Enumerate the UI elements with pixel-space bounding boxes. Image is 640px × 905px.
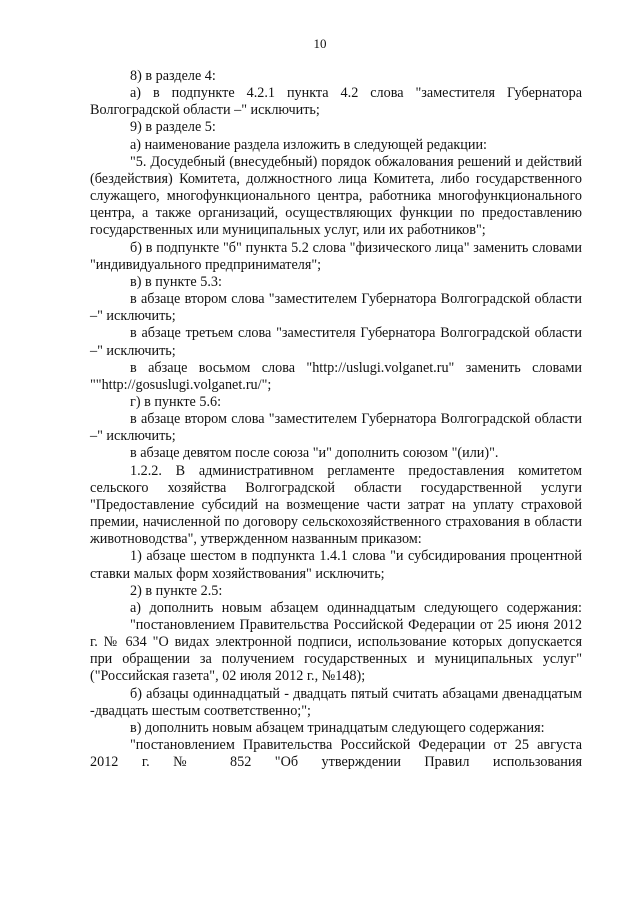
paragraph: в) дополнить новым абзацем тринадцатым следующего содержания: (130, 719, 545, 736)
paragraph: а) в подпункте 4.2.1 пункта 4.2 слова "заместителя Губернатора Волгоградской области –" исключить; (90, 85, 582, 119)
paragraph: а) наименование раздела изложить в следующей редакции: (130, 136, 487, 153)
paragraph: в) в пункте 5.3: (130, 273, 222, 290)
paragraph: 9) в разделе 5: (130, 119, 216, 136)
paragraph: "постановлением Правительства Российской Федерации от 25 июня 2012 г. № 634 "О видах электронной подписи, использование которых допускается при обращении за получением государственных и муниципальных услуг" ("Российская газета", 02 июля 2012 г., №148); (90, 617, 582, 685)
page-number: 10 (313, 36, 327, 51)
paragraph: б) в подпункте "б" пункта 5.2 слова "физического лица" заменить словами "индивидуального предпринимателя"; (90, 239, 582, 273)
paragraph: "постановлением Правительства Российской Федерации от 25 августа 2012 г. № 852 "Об утверждении Правил использования (90, 737, 582, 771)
paragraph: а) дополнить новым абзацем одиннадцатым следующего содержания: (130, 599, 582, 616)
paragraph: 1.2.2. В административном регламенте предоставления комитетом сельского хозяйства Волгоградской области государственной услуги "Предоставление субсидий на возмещение части затрат на уплату страховой премии, начисленной по договору сельскохозяйственного страхования в области животноводства", утвержденном названным приказом: (90, 462, 582, 548)
paragraph: в абзаце восьмом слова "http://uslugi.volganet.ru" заменить словами ""http://gosuslugi.volganet.ru/"; (90, 359, 582, 393)
paragraph: в абзаце втором слова "заместителем Губернатора Волгоградской области –" исключить; (90, 291, 582, 325)
paragraph: 2) в пункте 2.5: (130, 582, 223, 599)
document-body (90, 68, 582, 771)
paragraph: в абзаце втором слова "заместителем Губернатора Волгоградской области –" исключить; (90, 411, 582, 445)
paragraph: 8) в разделе 4: (130, 68, 216, 84)
paragraph: "5. Досудебный (внесудебный) порядок обжалования решений и действий (бездействия) Комитета, должностного лица Комитета, либо государственного служащего, многофункционального центра, работника многофункционального центра, а также организаций, осуществляющих функции по предоставлению государственных или муниципальных услуг, или их работников"; (90, 153, 582, 239)
paragraph: г) в пункте 5.6: (130, 393, 222, 410)
paragraph: б) абзацы одиннадцатый - двадцать пятый считать абзацами двенадцатым -двадцать шестым соответственно;"; (90, 685, 582, 719)
paragraph: в абзаце девятом после союза "и" дополнить союзом "(или)". (130, 445, 499, 462)
paragraph: 1) абзаце шестом в подпункта 1.4.1 слова "и субсидирования процентной ставки малых форм хозяйствования" исключить; (90, 548, 582, 582)
paragraph: в абзаце третьем слова "заместителя Губернатора Волгоградской области –" исключить; (90, 325, 582, 359)
